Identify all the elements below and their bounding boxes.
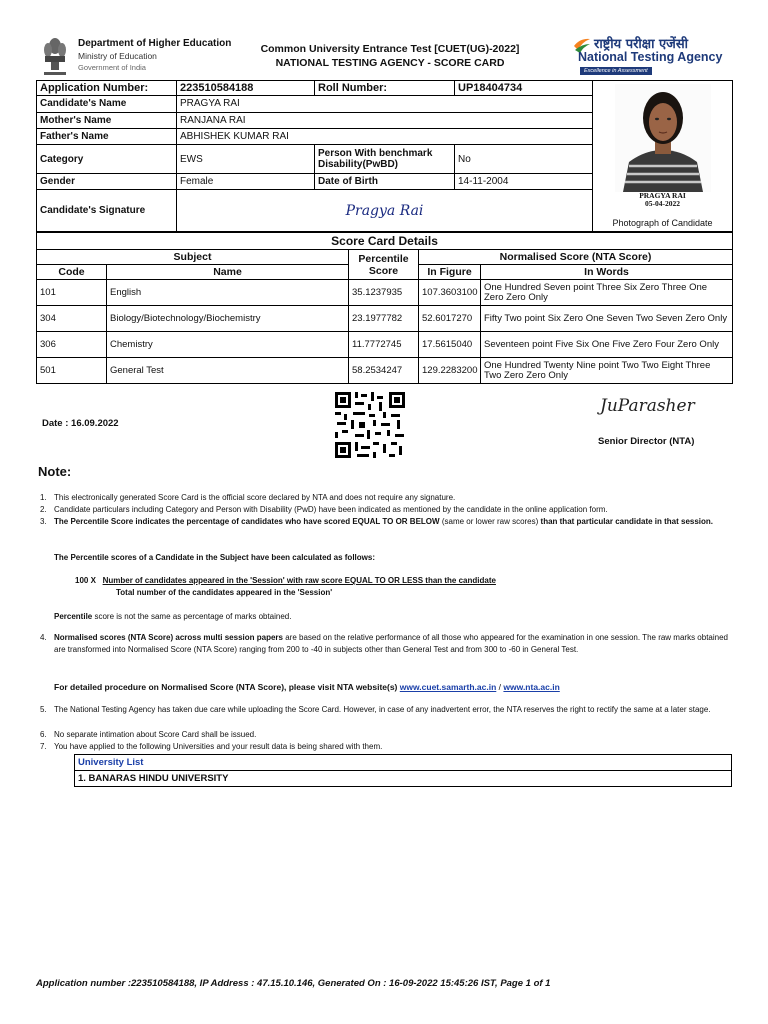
name-header: Name [107,265,349,280]
formula-numerator: Number of candidates appeared in the 'Session' with raw score EQUAL TO OR LESS than the candidate [102,576,496,585]
document-title [240,42,540,70]
mother-name-label: Mother's Name [37,112,177,128]
scorecard-title: NATIONAL TESTING AGENCY - SCORE CARD [275,57,505,69]
percentile-formula [75,575,755,587]
note-4 [40,632,734,656]
note-5 [40,704,722,716]
nta-score-figure: 52.6017270 [419,306,481,332]
nta-website-link[interactable]: www.nta.ac.in [503,682,560,692]
father-name-value: ABHISHEK KUMAR RAI [177,128,593,144]
percentile-score: 35.1237935 [349,280,419,306]
note-number: 2. [40,505,47,514]
candidate-signature: Pragya Rai [345,202,424,219]
note-7 [40,741,734,753]
candidate-photo [615,84,711,192]
nta-website-line [54,681,734,693]
photo-caption: Photograph of Candidate [612,218,713,228]
government-name: Government of India [78,63,146,72]
percentile-word: Percentile [54,612,93,621]
national-emblem-icon [40,36,70,78]
candidate-details-table [36,80,733,232]
note-number: 1. [40,493,47,502]
percentile-header: Percentile Score [349,250,419,280]
issue-date: Date : 16.09.2022 [42,418,119,429]
subject-code: 101 [37,280,107,306]
department-block [78,38,231,74]
roll-number-value: UP18404734 [455,81,593,96]
cuet-samarth-link[interactable]: www.cuet.samarth.ac.in [399,682,497,692]
note-heading: Note: [38,464,72,479]
score-row [37,358,733,384]
nta-score-words: Fifty Two point Six Zero One Seven Two Seven Zero Only [481,306,733,332]
code-header: Code [37,265,107,280]
nta-tagline: Excellence in Assessment [580,67,652,75]
note-2 [40,504,734,516]
dob-value: 14-11-2004 [455,173,593,189]
note-text: No separate intimation about Score Card shall be issued. [54,730,257,739]
nta-score-words: One Hundred Seven point Three Six Zero Three One Zero Zero Only [481,280,733,306]
subject-code: 501 [37,358,107,384]
page-footer: Application number :223510584188, IP Address : 47.15.10.146, Generated On : 16-09-2022 15:45:26 IST, Page 1 of 1 [36,978,551,989]
subject-name: English [107,280,349,306]
note-text: This electronically generated Score Card is the official score declared by NTA and does not require any signature. [54,493,456,502]
note-number: 7. [40,742,47,751]
score-row [37,306,733,332]
score-row [37,280,733,306]
in-figure-header: In Figure [419,265,481,280]
application-number-label: Application Number: [37,81,177,96]
nta-hindi-name: राष्ट्रीय परीक्षा एजेंसी [594,37,688,52]
note-text: The Percentile Score indicates the percentage of candidates who have scored EQUAL TO OR BELOW [54,517,440,526]
ministry-name: Ministry of Education [78,51,157,61]
subject-name: Chemistry [107,332,349,358]
exam-title: Common University Entrance Test [CUET(UG)-2022] [260,43,520,55]
nta-score-figure: 129.2283200 [419,358,481,384]
percentile-remark [54,611,734,623]
category-label: Category [37,145,177,174]
subject-code: 304 [37,306,107,332]
note-text: (same or lower raw scores) [441,517,539,526]
mother-name-value: RANJANA RAI [177,112,593,128]
note-text: You have applied to the following Universities and your result data is being shared with them. [54,742,383,751]
link-separator: / [498,682,502,692]
normalised-header: Normalised Score (NTA Score) [419,250,733,265]
photo-cell [593,81,733,232]
nta-logo [572,36,742,78]
father-name-label: Father's Name [37,128,177,144]
in-words-header: In Words [481,265,733,280]
university-item: 1. BANARAS HINDU UNIVERSITY [75,771,732,787]
director-signature: JuParasher [600,396,695,416]
pwbd-value: No [455,145,593,174]
note-number: 5. [40,705,47,714]
subject-header: Subject [37,250,349,265]
department-name: Department of Higher Education [78,38,232,49]
nta-score-figure: 17.5615040 [419,332,481,358]
subject-code: 306 [37,332,107,358]
formula-denominator: Total number of the candidates appeared in the 'Session' [116,588,333,597]
gender-value: Female [177,173,315,189]
category-value: EWS [177,145,315,174]
percentile-score: 11.7772745 [349,332,419,358]
score-card-heading: Score Card Details [37,233,733,250]
note-number: 6. [40,730,47,739]
percentile-score: 23.1977782 [349,306,419,332]
photo-date: 05-04-2022 [645,199,680,208]
note-text: Normalised scores (NTA Score) across multi session papers [54,633,283,642]
score-row [37,332,733,358]
note-text: The National Testing Agency has taken due care while uploading the Score Card. However, in case of any inadvertent error, the NTA reserves the right to rectify the same at a later stage. [54,705,711,714]
nta-score-words: Seventeen point Five Six One Five Zero Four Zero Only [481,332,733,358]
note-text: are based on the relative performance of all those who appeared for the examination in one session. The raw marks obtained are transformed into Normalised Score (NTA Score) ranging from 200 to -40 in subjects other than General Test and from 300 to -60 in General Test. [54,633,728,654]
note-text: Candidate particulars including Category and Person with Disability (PwD) have been indicated as mentioned by the candidate in the online application form. [54,505,608,514]
application-number-value: 223510584188 [177,81,315,96]
signature-label: Candidate's Signature [37,190,177,232]
nta-score-words: One Hundred Twenty Nine point Two Two Eight Three Two Zero Zero Only [481,358,733,384]
percentile-remark-text: score is not the same as percentage of marks obtained. [94,612,292,621]
note-3 [40,516,722,528]
pwbd-label: Person With benchmark Disability(PwBD) [315,145,455,174]
subject-name: Biology/Biotechnology/Biochemistry [107,306,349,332]
photo-name: PRAGYA RAI [639,191,686,200]
subject-name: General Test [107,358,349,384]
director-designation: Senior Director (NTA) [598,436,695,447]
note-6 [40,729,734,741]
note-number: 4. [40,633,47,642]
university-list-table [74,754,732,787]
nta-english-name: National Testing Agency [578,50,723,64]
nta-score-figure: 107.3603100 [419,280,481,306]
candidate-name-value: PRAGYA RAI [177,96,593,112]
note-1 [40,492,734,504]
website-text: For detailed procedure on Normalised Score (NTA Score), please visit NTA website(s) [54,682,398,692]
roll-number-label: Roll Number: [315,81,455,96]
candidate-name-label: Candidate's Name [37,96,177,112]
note-number: 3. [40,517,47,526]
note-text: than that particular candidate in that session. [540,517,714,526]
formula-prefix: 100 X [75,576,96,585]
score-card-table [36,232,733,384]
gender-label: Gender [37,173,177,189]
qr-code [333,390,407,460]
university-list-heading: University List [75,755,732,771]
signature-cell [177,190,593,232]
percentile-calc-text: The Percentile scores of a Candidate in the Subject have been calculated as follows: [54,553,375,562]
dob-label: Date of Birth [315,173,455,189]
percentile-score: 58.2534247 [349,358,419,384]
